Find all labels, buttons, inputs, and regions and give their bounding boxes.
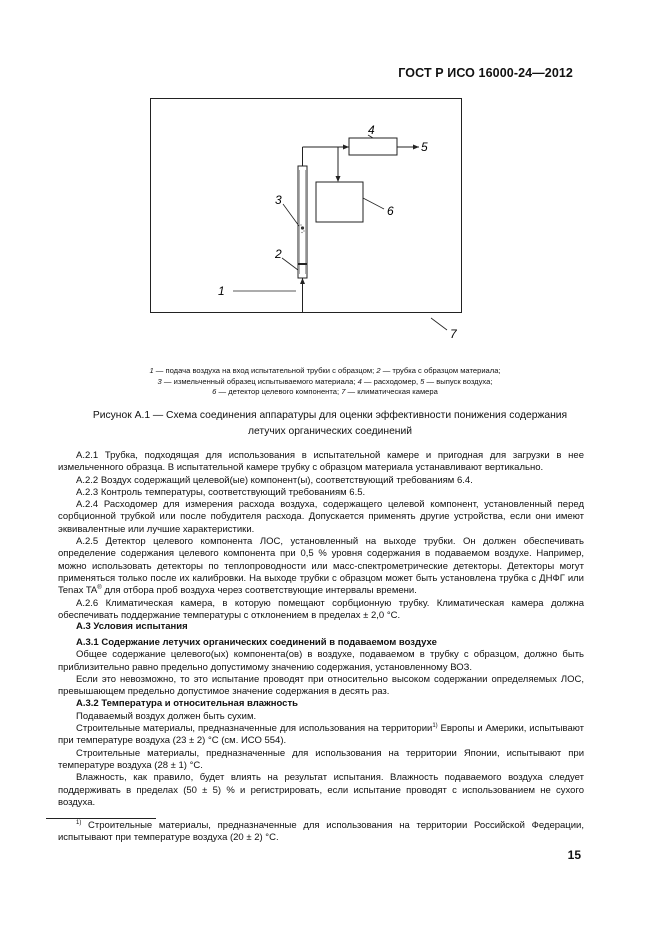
paragraph-a3-2-3: Строительные материалы, предназначенные для использования на территории Японии, испытывают при температуре воздуха (28 ± 1) °С. (58, 747, 584, 771)
detector-branch-arrow (336, 176, 341, 182)
leader-6 (363, 198, 384, 209)
label-1: 1 (218, 284, 225, 298)
footnote-mark: 1) (76, 819, 82, 826)
figure-legend-line-2: 3 — измельченный образец испытываемого материала; 4 — расходомер, 5 — выпуск воздуха; (157, 376, 493, 386)
heading-a3: А.3 Условия испытания (76, 621, 188, 632)
paragraph-a3-2-2: Строительные материалы, предназначенные для использования на территории$^{1)}$ Европы и Америки, испытывают при температуре воздуха (23 ± 2) °С (см. ИСО 554). (58, 722, 584, 747)
sample-grain (301, 232, 302, 233)
sample-grain (303, 230, 304, 231)
paragraph-a2-4: А.2.4 Расходомер для измерения расхода воздуха, содержащего целевой компонент, установленный перед сорбционной трубкой или после побудителя расхода. Допускается применять другие устройства, если они имеют эквивалентные или лучшие характеристики. (58, 499, 584, 535)
document-header: ГОСТ Р ИСО 16000-24—2012 (398, 66, 573, 80)
label-5: 5 (421, 140, 428, 154)
figure-caption-line-2: летучих органических соединений (247, 426, 412, 437)
label-3: 3 (275, 193, 282, 207)
body-section-a3 (58, 637, 584, 809)
flowmeter-box (349, 138, 397, 155)
leader-2 (282, 258, 298, 270)
leader-7 (431, 318, 447, 330)
paragraph-a3-2-4: Влажность, как правило, будет влиять на результат испытания. Влажность подаваемого воздуха следует поддерживать в пределах (50 ± 5) % и регистрировать, если испытание проводят с использованием не сухого воздуха. (58, 772, 584, 808)
label-4: 4 (368, 123, 375, 137)
air-outlet-arrow (413, 145, 419, 150)
page-number: 15 (567, 848, 581, 862)
paragraph-a3-1-1: Общее содержание целевого(ых) компонента(ов) в воздухе, подаваемом в трубку с образцом, должно быть приблизительно равно предельно допустимому значению содержания, установленному ВОЗ. (58, 649, 584, 673)
leader-3 (283, 204, 299, 226)
heading-a3-1: А.3.1 Содержание летучих органических соединений в подаваемом воздухе (76, 637, 437, 648)
footnote-divider (46, 818, 156, 819)
label-2: 2 (275, 247, 282, 261)
heading-a3-2: А.3.2 Температура и относительная влажность (76, 698, 298, 710)
paragraph-a2-6: А.2.6 Климатическая камера, в которую помещают сорбционную трубку. Климатическая камера должна обеспечивать поддержание температуры с отклонением в пределах ± 2,0 °С. (58, 597, 584, 621)
apparatus-diagram (150, 98, 470, 343)
figure-caption-line-1: Рисунок А.1 — Схема соединения аппаратуры для оценки эффективности понижения содержания (92, 410, 568, 421)
label-6: 6 (387, 204, 394, 218)
air-inlet-arrow (300, 278, 305, 284)
figure-caption (60, 408, 600, 440)
crushed-sample (301, 226, 304, 229)
paragraph-a3-1-2: Если это невозможно, то это испытание проводят при относительно высоком содержании определяемых ЛОС, превышающем предельно допустимое значение содержания в десять раз. (58, 673, 584, 698)
body-section-a2 (58, 450, 584, 622)
paragraph-a2-2: А.2.2 Воздух содержащий целевой(ые) компонент(ы), соответствующий требованиям 6.4. (76, 474, 473, 486)
footnote-ref[interactable]: 1) (432, 722, 438, 729)
paragraph-a2-5: А.2.5 Детектор целевого компонента ЛОС, установленный на выходе трубки. Он должен обеспечивать определение содержания целевого компонента при 0,5 % уровня содержания в подаваемом воздухе. Например, можно использовать детекторы по теплопроводности или масс-спектрометрические детекторы. Детекторы могут применяться только после их калибровки. На выходе трубки с образцом может быть установлена трубка с ДНФГ или Tenax TA® для отбора проб воздуха через соответствующие интервалы времени. (58, 536, 584, 597)
figure-legend-line-3: 6 — детектор целевого компонента; 7 — климатическая камера (212, 387, 438, 397)
paragraph-a3-2-1: Подаваемый воздух должен быть сухим. (76, 710, 257, 722)
figure-legend-line-1: 1 — подача воздуха на вход испытательной трубки с образцом; 2 — трубка с образцом материала; (149, 366, 501, 375)
paragraph-a2-3: А.2.3 Контроль температуры, соответствующий требованиям 6.5. (76, 486, 366, 498)
flowmeter-feed-arrow (343, 145, 349, 150)
paragraph-a2-1: А.2.1 Трубка, подходящая для использования в испытательной камере и пригодная для загрузки в нее измельченного образца. В испытательной камере трубку с образцом материала устанавливают вертикально. (58, 450, 584, 474)
footnote-text: Строительные материалы, предназначенные для использования на территории Российской Федерации, испытывают при температуре воздуха (20 ± 2) °С. (58, 820, 584, 844)
footnote (58, 820, 584, 845)
sample-grain (300, 224, 301, 225)
detector-box (316, 182, 363, 222)
label-7: 7 (450, 327, 457, 341)
